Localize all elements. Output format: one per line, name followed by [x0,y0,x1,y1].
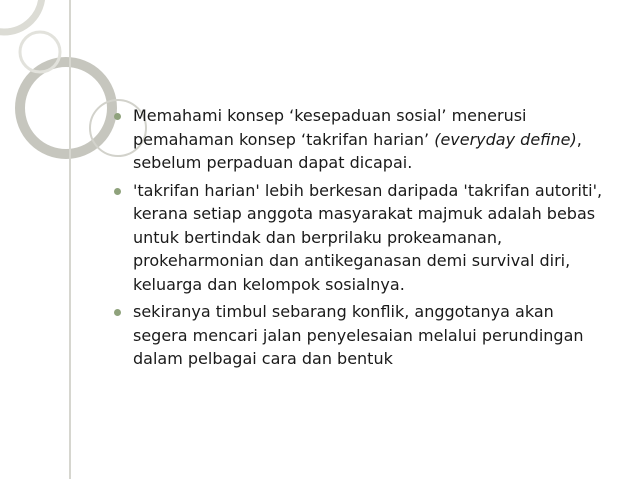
bullet-dot-icon [114,113,121,120]
bullet-3-text: sekiranya timbul sebarang konflik, anggotanya akan segera mencari jalan penyelesaian melalui perundingan dalam pelbagai cara dan bentuk [133,302,584,368]
slide-content [112,104,612,375]
bullet-item-1 [112,104,612,175]
bullet-1-italic: (everyday define) [434,129,577,149]
bullet-2-text: 'takrifan harian' lebih berkesan daripada 'takrifan autoriti', kerana setiap anggota masyarakat majmuk adalah bebas untuk bertindak dan berprilaku prokeamanan, prokeharmonian dan antikeganasan demi survival diri, keluarga dan kelompok sosialnya. [133,180,603,294]
bullet-1-text: Memahami konsep ‘kesepaduan sosial’ menerusi pemahaman konsep ‘takrifan harian’ [133,106,527,149]
bullet-item-3 [112,300,612,371]
ring-top-icon [0,0,42,32]
bullet-1-tail: , sebelum perpaduan dapat dicapai. [133,129,582,172]
bullet-dot-icon [114,309,121,316]
bullet-item-2 [112,179,612,297]
bullet-dot-icon [114,188,121,195]
